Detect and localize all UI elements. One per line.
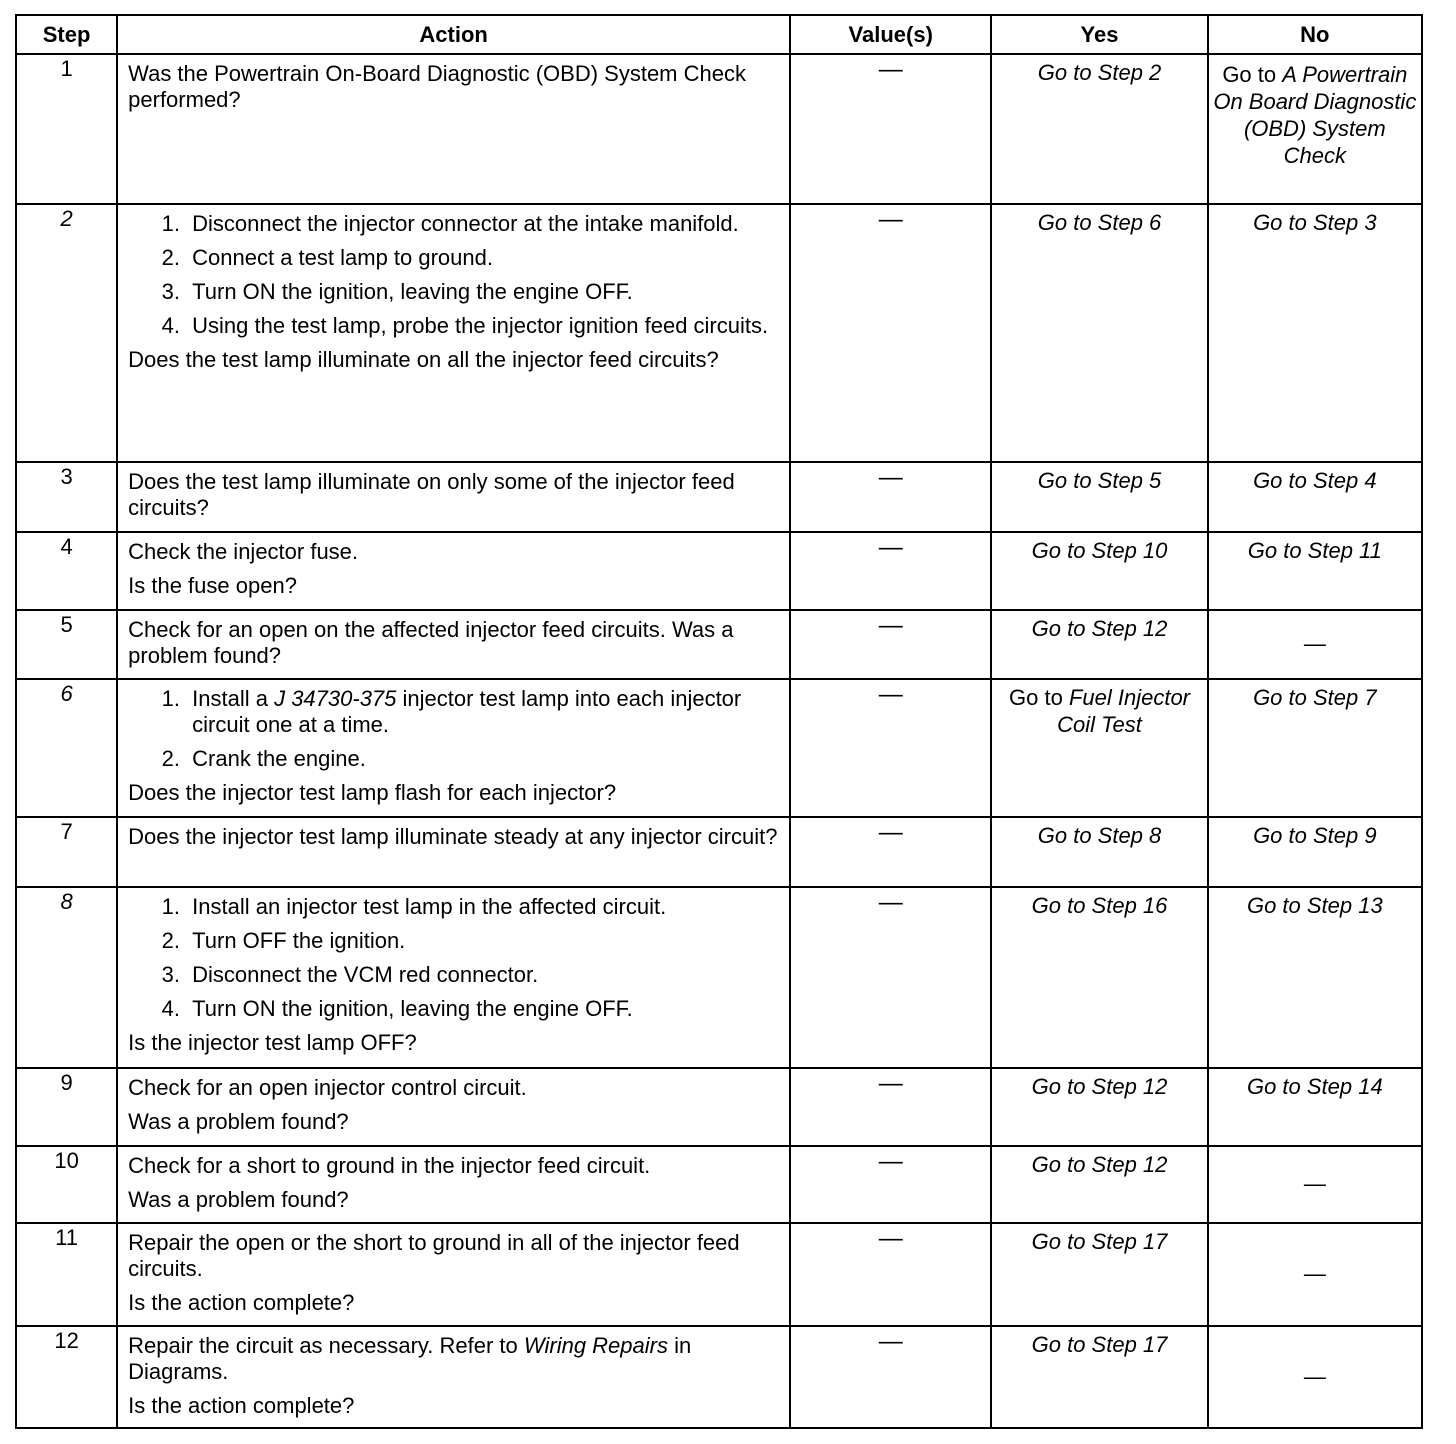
value-cell: —	[790, 679, 991, 817]
step-number: 4	[16, 532, 117, 610]
step-number: 5	[16, 610, 117, 679]
value-cell: —	[790, 887, 991, 1068]
action-cell	[117, 1146, 790, 1223]
action-cell	[117, 532, 790, 610]
table-row	[16, 817, 1422, 887]
action-text: Check for an open injector control circuit.	[128, 1075, 527, 1100]
action-question: Was a problem found?	[128, 1187, 349, 1212]
no-cell[interactable]: Go to Step 3	[1208, 204, 1422, 462]
yes-cell[interactable]: Go to Step 8	[991, 817, 1207, 887]
action-step: 4. Turn ON the ignition, leaving the engine OFF.	[186, 996, 781, 1022]
step-number: 7	[16, 817, 117, 887]
action-question: Is the injector test lamp OFF?	[128, 1030, 417, 1055]
no-cell: —	[1208, 610, 1422, 679]
action-cell	[117, 54, 790, 204]
action-question: Does the test lamp illuminate on all the injector feed circuits?	[128, 347, 719, 372]
no-cell: —	[1208, 1223, 1422, 1326]
value-cell: —	[790, 54, 991, 204]
action-pre: Repair the circuit as necessary. Refer to	[128, 1333, 524, 1358]
action-cell	[117, 1326, 790, 1428]
action-steps	[128, 894, 781, 1022]
table-row	[16, 54, 1422, 204]
action-step: 1. Disconnect the injector connector at the intake manifold.	[186, 211, 781, 237]
header-no: No	[1208, 15, 1422, 54]
value-cell: —	[790, 204, 991, 462]
table-row	[16, 204, 1422, 462]
action-steps	[128, 686, 781, 772]
action-post: in Diagrams.	[128, 1333, 692, 1384]
action-text: Repair the open or the short to ground in all of the injector feed circuits.	[128, 1230, 740, 1281]
value-cell: —	[790, 1223, 991, 1326]
action-text: Check for an open on the affected injector feed circuits. Was a problem found?	[128, 617, 734, 668]
table-row	[16, 532, 1422, 610]
step-number: 2	[16, 204, 117, 462]
header-action: Action	[117, 15, 790, 54]
action-cell	[117, 1068, 790, 1146]
action-question: Is the fuse open?	[128, 573, 297, 598]
table-row	[16, 1068, 1422, 1146]
yes-cell[interactable]: Go to Step 12	[991, 1146, 1207, 1223]
table-row	[16, 1326, 1422, 1428]
yes-cell[interactable]	[991, 679, 1207, 817]
step-number: 3	[16, 462, 117, 532]
table-row	[16, 679, 1422, 817]
table-row	[16, 887, 1422, 1068]
step-number: 9	[16, 1068, 117, 1146]
yes-cell[interactable]: Go to Step 12	[991, 610, 1207, 679]
action-step: 4. Using the test lamp, probe the injector ignition feed circuits.	[186, 313, 781, 339]
table-row	[16, 462, 1422, 532]
action-step: 3. Disconnect the VCM red connector.	[186, 962, 781, 988]
yes-cell[interactable]: Go to Step 17	[991, 1223, 1207, 1326]
action-text: Does the test lamp illuminate on only some of the injector feed circuits?	[128, 469, 735, 520]
no-link[interactable]: A Powertrain On Board Diagnostic (OBD) System Check	[1213, 62, 1417, 168]
action-text: Check for a short to ground in the injector feed circuit.	[128, 1153, 651, 1178]
action-text: Was the Powertrain On-Board Diagnostic (OBD) System Check performed?	[128, 61, 746, 112]
action-cell	[117, 679, 790, 817]
no-cell[interactable]: Go to Step 13	[1208, 887, 1422, 1068]
header-row	[16, 15, 1422, 54]
yes-prefix: Go to	[1009, 685, 1069, 710]
action-step	[186, 686, 781, 738]
value-cell: —	[790, 1326, 991, 1428]
no-cell[interactable]: Go to Step 7	[1208, 679, 1422, 817]
action-question: Does the injector test lamp flash for each injector?	[128, 780, 617, 805]
action-cell	[117, 204, 790, 462]
action-step: 2. Turn OFF the ignition.	[186, 928, 781, 954]
wiring-repairs-reference[interactable]: Wiring Repairs	[523, 1333, 668, 1358]
yes-cell[interactable]: Go to Step 6	[991, 204, 1207, 462]
action-text	[128, 1333, 781, 1385]
header-values: Value(s)	[790, 15, 991, 54]
no-cell[interactable]: Go to Step 11	[1208, 532, 1422, 610]
yes-cell[interactable]: Go to Step 16	[991, 887, 1207, 1068]
action-question: Is the action complete?	[128, 1393, 355, 1418]
action-text: Check the injector fuse.	[128, 539, 359, 564]
no-cell: —	[1208, 1146, 1422, 1223]
action-step: 2. Connect a test lamp to ground.	[186, 245, 781, 271]
yes-cell[interactable]: Go to Step 12	[991, 1068, 1207, 1146]
action-step-pre: Install a	[192, 686, 275, 711]
action-cell	[117, 610, 790, 679]
action-steps	[128, 211, 781, 339]
value-cell: —	[790, 462, 991, 532]
action-step: 3. Turn ON the ignition, leaving the engine OFF.	[186, 279, 781, 305]
value-cell: —	[790, 817, 991, 887]
step-number: 1	[16, 54, 117, 204]
no-cell[interactable]: Go to Step 4	[1208, 462, 1422, 532]
table-row	[16, 1146, 1422, 1223]
no-cell[interactable]: Go to Step 9	[1208, 817, 1422, 887]
action-question: Is the action complete?	[128, 1290, 355, 1315]
action-step: 2. Crank the engine.	[186, 746, 781, 772]
step-number: 10	[16, 1146, 117, 1223]
header-step: Step	[16, 15, 117, 54]
step-number: 8	[16, 887, 117, 1068]
action-text: Does the injector test lamp illuminate steady at any injector circuit?	[128, 824, 778, 849]
step-number: 11	[16, 1223, 117, 1326]
tool-reference: J 34730-375	[274, 686, 397, 711]
value-cell: —	[790, 1068, 991, 1146]
no-cell[interactable]	[1208, 54, 1422, 204]
yes-cell[interactable]: Go to Step 5	[991, 462, 1207, 532]
yes-cell[interactable]: Go to Step 17	[991, 1326, 1207, 1428]
action-cell	[117, 1223, 790, 1326]
action-cell	[117, 887, 790, 1068]
yes-cell[interactable]: Go to Step 2	[991, 54, 1207, 204]
no-cell[interactable]: Go to Step 14	[1208, 1068, 1422, 1146]
yes-cell[interactable]: Go to Step 10	[991, 532, 1207, 610]
action-step: 1. Install an injector test lamp in the affected circuit.	[186, 894, 781, 920]
no-cell: —	[1208, 1326, 1422, 1428]
action-cell	[117, 817, 790, 887]
step-number: 6	[16, 679, 117, 817]
header-yes: Yes	[991, 15, 1207, 54]
value-cell: —	[790, 610, 991, 679]
step-number: 12	[16, 1326, 117, 1428]
value-cell: —	[790, 1146, 991, 1223]
value-cell: —	[790, 532, 991, 610]
no-prefix: Go to	[1222, 62, 1283, 87]
table-row	[16, 1223, 1422, 1326]
yes-link[interactable]: Fuel Injector Coil Test	[1057, 685, 1191, 737]
action-step-post: injector test lamp into each injector circuit one at a time.	[192, 686, 742, 737]
diagnostic-table	[15, 14, 1423, 1429]
action-cell	[117, 462, 790, 532]
table-row	[16, 610, 1422, 679]
action-question: Was a problem found?	[128, 1109, 349, 1134]
